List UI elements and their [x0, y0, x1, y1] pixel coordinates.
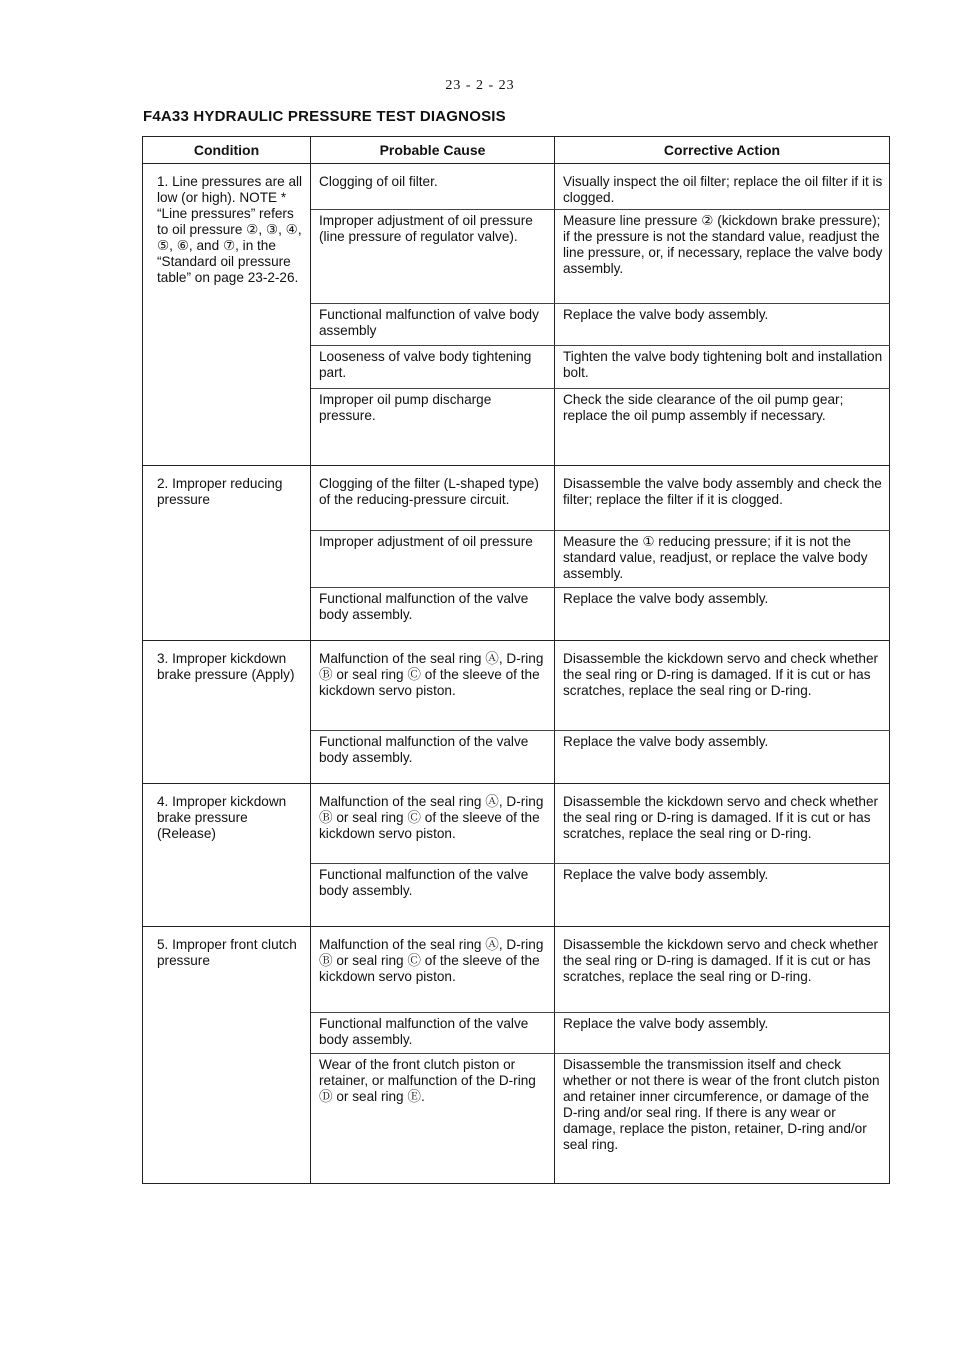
cause-cell	[311, 641, 555, 731]
condition-cell	[143, 164, 311, 466]
header-row	[143, 137, 890, 164]
action-cell	[555, 466, 890, 531]
action-cell	[555, 731, 890, 784]
action-text: Replace the valve body assembly.	[563, 734, 769, 749]
cause-text: Functional malfunction of the valve body assembly.	[319, 591, 529, 622]
action-cell	[555, 1054, 890, 1184]
cause-cell	[311, 304, 555, 346]
page-title: F4A33 HYDRAULIC PRESSURE TEST DIAGNOSIS	[143, 108, 506, 125]
action-cell	[555, 164, 890, 210]
cause-text: Clogging of oil filter.	[319, 174, 438, 189]
cause-cell	[311, 164, 555, 210]
action-text: Disassemble the kickdown servo and check whether the seal ring or D-ring is damaged. If it is cut or has scratches, replace the seal ring or D-ring.	[563, 937, 879, 984]
action-text: Replace the valve body assembly.	[563, 307, 769, 322]
action-text: Replace the valve body assembly.	[563, 1016, 769, 1031]
table-row	[143, 466, 890, 531]
table-row	[143, 784, 890, 864]
action-text: Measure line pressure ② (kickdown brake pressure); if the pressure is not the standard value, readjust the line pressure, or, if necessary, replace the valve body assembly.	[563, 213, 883, 276]
cause-text: Improper adjustment of oil pressure (line pressure of regulator valve).	[319, 213, 533, 244]
action-text: Visually inspect the oil filter; replace the oil filter if it is clogged.	[563, 174, 883, 205]
header-probable-cause: Probable Cause	[311, 137, 555, 164]
cause-cell	[311, 927, 555, 1013]
cause-text: Functional malfunction of the valve body assembly.	[319, 1016, 529, 1047]
action-text: Disassemble the kickdown servo and check whether the seal ring or D-ring is damaged. If it is cut or has scratches, replace the seal ring or D-ring.	[563, 651, 879, 698]
action-cell	[555, 588, 890, 641]
cause-cell	[311, 1054, 555, 1184]
action-cell	[555, 389, 890, 466]
header-condition: Condition	[143, 137, 311, 164]
action-text: Disassemble the transmission itself and check whether or not there is wear of the front clutch piston and retainer inner circumference, or damage of the D-ring and/or seal ring. If there is any wear or damage, replace the piston, retainer, D-ring and/or seal ring.	[563, 1057, 880, 1152]
action-text: Replace the valve body assembly.	[563, 867, 769, 882]
cause-text: Looseness of valve body tightening part.	[319, 349, 532, 380]
action-cell	[555, 1013, 890, 1054]
table-row	[143, 927, 890, 1013]
condition-cell	[143, 641, 311, 784]
cause-cell	[311, 864, 555, 927]
condition-text: 5. Improper front clutch pressure	[157, 937, 297, 968]
cause-text: Functional malfunction of the valve body assembly.	[319, 734, 529, 765]
cause-text: Improper adjustment of oil pressure	[319, 534, 533, 549]
action-cell	[555, 346, 890, 389]
cause-text: Malfunction of the seal ring Ⓐ, D-ring Ⓑ or seal ring Ⓒ of the sleeve of the kickdown servo piston.	[319, 937, 544, 984]
table-row	[143, 641, 890, 731]
condition-cell	[143, 927, 311, 1184]
action-cell	[555, 210, 890, 304]
condition-cell	[143, 466, 311, 641]
diagnosis-table	[142, 136, 890, 1184]
action-text: Measure the ① reducing pressure; if it is not the standard value, readjust, or replace the valve body assembly.	[563, 534, 868, 581]
action-text: Disassemble the kickdown servo and check whether the seal ring or D-ring is damaged. If it is cut or has scratches, replace the seal ring or D-ring.	[563, 794, 879, 841]
cause-cell	[311, 210, 555, 304]
cause-text: Malfunction of the seal ring Ⓐ, D-ring Ⓑ or seal ring Ⓒ of the sleeve of the kickdown servo piston.	[319, 794, 544, 841]
action-text: Disassemble the valve body assembly and check the filter; replace the filter if it is clogged.	[563, 476, 882, 507]
cause-cell	[311, 346, 555, 389]
cause-text: Malfunction of the seal ring Ⓐ, D-ring Ⓑ or seal ring Ⓒ of the sleeve of the kickdown servo piston.	[319, 651, 544, 698]
cause-cell	[311, 731, 555, 784]
action-text: Tighten the valve body tightening bolt and installation bolt.	[563, 349, 883, 380]
action-cell	[555, 784, 890, 864]
cause-cell	[311, 784, 555, 864]
condition-text: 1. Line pressures are all low (or high). NOTE * “Line pressures” refers to oil pressure ②, ③, ④, ⑤, ⑥, and ⑦, in the “Standard oil pressure table” on page 23-2-26.	[157, 174, 303, 285]
cause-cell	[311, 1013, 555, 1054]
condition-text: 2. Improper reducing pressure	[157, 476, 283, 507]
action-text: Replace the valve body assembly.	[563, 591, 769, 606]
cause-cell	[311, 466, 555, 531]
action-cell	[555, 641, 890, 731]
header-corrective-action: Corrective Action	[555, 137, 890, 164]
page-number: 23 - 2 - 23	[445, 78, 515, 93]
cause-text: Functional malfunction of valve body assembly	[319, 307, 539, 338]
condition-cell	[143, 784, 311, 927]
action-cell	[555, 927, 890, 1013]
cause-text: Improper oil pump discharge pressure.	[319, 392, 492, 423]
action-cell	[555, 531, 890, 588]
cause-text: Wear of the front clutch piston or retainer, or malfunction of the D-ring Ⓓ or seal ring Ⓔ.	[319, 1057, 536, 1104]
action-cell	[555, 304, 890, 346]
cause-cell	[311, 588, 555, 641]
condition-text: 4. Improper kickdown brake pressure (Release)	[157, 794, 287, 841]
cause-text: Functional malfunction of the valve body assembly.	[319, 867, 529, 898]
cause-text: Clogging of the filter (L-shaped type) of the reducing-pressure circuit.	[319, 476, 539, 507]
action-text: Check the side clearance of the oil pump gear; replace the oil pump assembly if necessary.	[563, 392, 844, 423]
cause-cell	[311, 389, 555, 466]
condition-text: 3. Improper kickdown brake pressure (Apply)	[157, 651, 295, 682]
action-cell	[555, 864, 890, 927]
table-row	[143, 164, 890, 210]
cause-cell	[311, 531, 555, 588]
